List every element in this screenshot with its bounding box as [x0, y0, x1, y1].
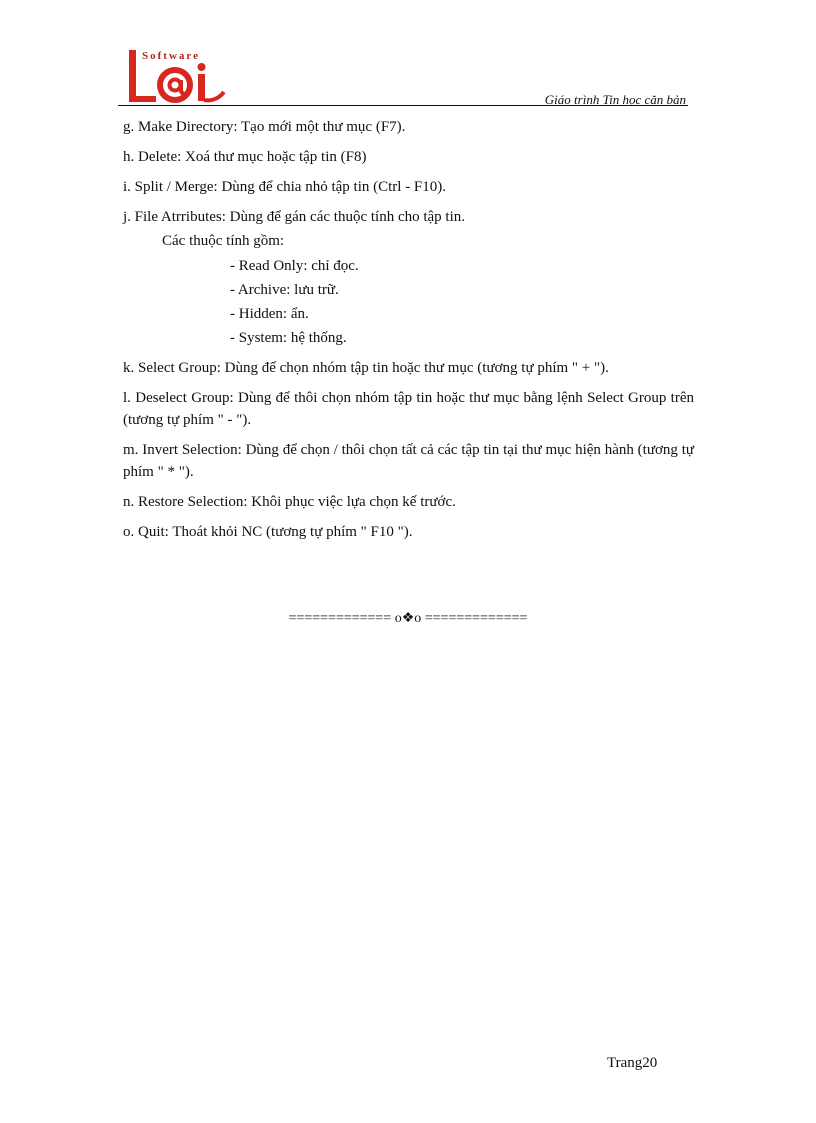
- attribute-hidden: - Hidden: ẩn.: [230, 306, 309, 322]
- item-make-directory: g. Make Directory: Tạo mới một thư mục (F7).: [123, 119, 406, 135]
- item-restore-selection: n. Restore Selection: Khôi phục việc lựa chọn kế trước.: [123, 494, 456, 510]
- attributes-intro: Các thuộc tính gồm:: [162, 233, 285, 249]
- header-rule: [118, 105, 688, 106]
- item-delete: h. Delete: Xoá thư mục hoặc tập tin (F8): [123, 149, 367, 165]
- document-body: [123, 116, 694, 551]
- logo: [120, 44, 230, 108]
- item-invert-selection: m. Invert Selection: Dùng để chọn / thôi chọn tất cả các tập tin tại thư mục hiện hành (tương tự phím " * ").: [123, 442, 694, 480]
- item-quit: o. Quit: Thoát khỏi NC (tương tự phím " F10 ").: [123, 524, 413, 540]
- item-file-attributes: j. File Atrributes: Dùng để gán các thuộc tính cho tập tin.: [123, 209, 466, 225]
- attribute-archive: - Archive: lưu trữ.: [230, 282, 339, 298]
- attribute-read-only: - Read Only: chỉ đọc.: [230, 258, 359, 274]
- item-split-merge: i. Split / Merge: Dùng để chia nhỏ tập tin (Ctrl - F10).: [123, 179, 447, 195]
- attributes-list: [123, 254, 694, 350]
- section-separator: ============= o❖o =============: [288, 611, 528, 626]
- item-select-group: k. Select Group: Dùng để chọn nhóm tập tin hoặc thư mục (tương tự phím " + ").: [123, 360, 609, 376]
- attribute-system: - System: hệ thống.: [230, 330, 347, 346]
- header-title: Giáo trình Tin học căn bản: [544, 92, 686, 107]
- item-deselect-group: l. Deselect Group: Dùng để thôi chọn nhóm tập tin hoặc thư mục bằng lệnh Select Group trên (tương tự phím " - ").: [123, 390, 694, 428]
- logo-software-text: Software: [142, 50, 200, 62]
- page-number: Trang20: [607, 1055, 658, 1071]
